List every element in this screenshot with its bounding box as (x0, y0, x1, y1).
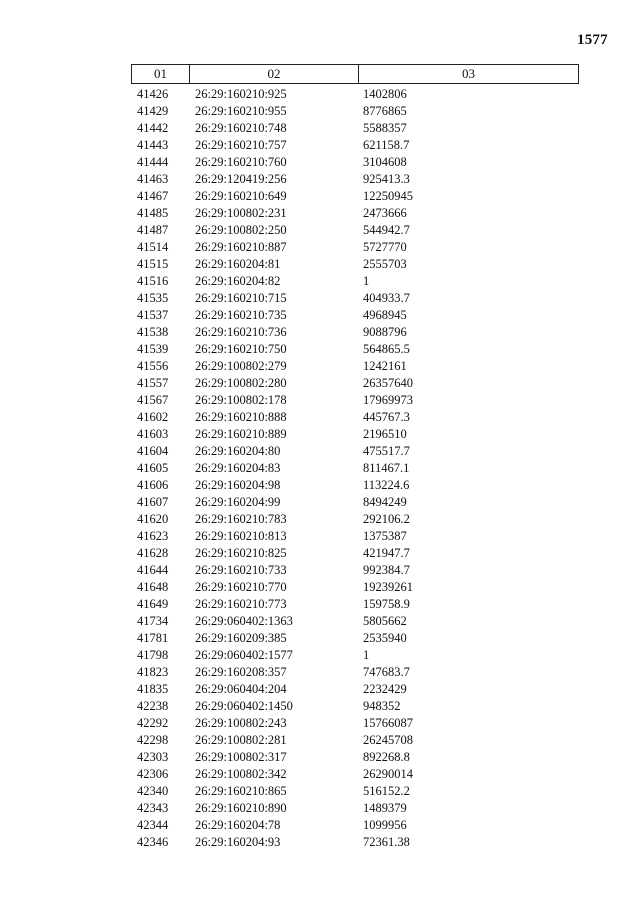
table-row (0, 171, 640, 188)
table-cell-col-01: 41514 (137, 240, 169, 254)
header-col-01: 01 (132, 65, 190, 83)
table-cell-col-03: 1 (363, 648, 370, 662)
table-cell-col-02: 26:29:160210:770 (195, 580, 287, 594)
table-cell-col-02: 26:29:060402:1577 (195, 648, 293, 662)
table-cell-col-03: 159758.9 (363, 597, 410, 611)
table-row (0, 715, 640, 732)
table-cell-col-03: 1489379 (363, 801, 407, 815)
table-cell-col-03: 2196510 (363, 427, 407, 441)
table-cell-col-01: 42298 (137, 733, 169, 747)
table-cell-col-01: 41644 (137, 563, 169, 577)
table-cell-col-02: 26:29:160210:773 (195, 597, 287, 611)
table-cell-col-02: 26:29:120419:256 (195, 172, 287, 186)
table-cell-col-01: 42303 (137, 750, 169, 764)
table-row (0, 613, 640, 630)
table-cell-col-01: 41557 (137, 376, 169, 390)
table-cell-col-01: 41535 (137, 291, 169, 305)
table-cell-col-03: 992384.7 (363, 563, 410, 577)
table-cell-col-02: 26:29:100802:178 (195, 393, 287, 407)
table-cell-col-03: 811467.1 (363, 461, 410, 475)
table-cell-col-01: 42344 (137, 818, 169, 832)
table-cell-col-03: 72361.38 (363, 835, 410, 849)
table-header (131, 64, 579, 84)
table-cell-col-03: 892268.8 (363, 750, 410, 764)
table-cell-col-01: 42292 (137, 716, 169, 730)
table-cell-col-01: 41485 (137, 206, 169, 220)
table-row (0, 630, 640, 647)
table-cell-col-03: 26290014 (363, 767, 413, 781)
table-cell-col-01: 41606 (137, 478, 169, 492)
table-row (0, 205, 640, 222)
table-cell-col-01: 42238 (137, 699, 169, 713)
table-cell-col-02: 26:29:100802:317 (195, 750, 287, 764)
table-cell-col-02: 26:29:160210:890 (195, 801, 287, 815)
table-row (0, 426, 640, 443)
table-cell-col-02: 26:29:160204:98 (195, 478, 281, 492)
table-cell-col-02: 26:29:160210:649 (195, 189, 287, 203)
table-row (0, 596, 640, 613)
table-row (0, 222, 640, 239)
table-row (0, 817, 640, 834)
table-cell-col-03: 1 (363, 274, 370, 288)
table-row (0, 358, 640, 375)
table-cell-col-03: 421947.7 (363, 546, 410, 560)
table-row (0, 545, 640, 562)
table-row (0, 273, 640, 290)
table-cell-col-01: 41429 (137, 104, 169, 118)
table-cell-col-03: 113224.6 (363, 478, 410, 492)
table-cell-col-02: 26:29:100802:342 (195, 767, 287, 781)
table-cell-col-02: 26:29:160204:83 (195, 461, 281, 475)
table-cell-col-01: 41539 (137, 342, 169, 356)
table-row (0, 239, 640, 256)
table-cell-col-02: 26:29:160210:783 (195, 512, 287, 526)
table-row (0, 120, 640, 137)
table-cell-col-03: 1375387 (363, 529, 407, 543)
table-cell-col-03: 544942.7 (363, 223, 410, 237)
table-row (0, 188, 640, 205)
table-cell-col-02: 26:29:160210:757 (195, 138, 287, 152)
table-cell-col-03: 4968945 (363, 308, 407, 322)
table-cell-col-03: 12250945 (363, 189, 413, 203)
table-cell-col-02: 26:29:160204:80 (195, 444, 281, 458)
table-cell-col-03: 5727770 (363, 240, 407, 254)
table-cell-col-01: 41835 (137, 682, 169, 696)
table-cell-col-02: 26:29:060404:204 (195, 682, 287, 696)
table-cell-col-01: 41442 (137, 121, 169, 135)
table-cell-col-03: 8776865 (363, 104, 407, 118)
table-cell-col-01: 41467 (137, 189, 169, 203)
table-cell-col-02: 26:29:160204:82 (195, 274, 281, 288)
table-cell-col-03: 5588357 (363, 121, 407, 135)
table-row (0, 409, 640, 426)
table-cell-col-03: 5805662 (363, 614, 407, 628)
table-row (0, 562, 640, 579)
table-cell-col-02: 26:29:160210:736 (195, 325, 287, 339)
table-cell-col-02: 26:29:160204:99 (195, 495, 281, 509)
table-cell-col-03: 19239261 (363, 580, 413, 594)
table-row (0, 494, 640, 511)
table-body (0, 86, 640, 851)
table-row (0, 749, 640, 766)
table-cell-col-03: 17969973 (363, 393, 413, 407)
table-cell-col-02: 26:29:100802:279 (195, 359, 287, 373)
table-cell-col-03: 1242161 (363, 359, 407, 373)
table-cell-col-01: 41605 (137, 461, 169, 475)
table-cell-col-02: 26:29:160209:385 (195, 631, 287, 645)
table-row (0, 681, 640, 698)
table-cell-col-03: 2232429 (363, 682, 407, 696)
table-row (0, 698, 640, 715)
table-cell-col-02: 26:29:160210:865 (195, 784, 287, 798)
table-cell-col-01: 41620 (137, 512, 169, 526)
table-cell-col-02: 26:29:160204:93 (195, 835, 281, 849)
table-cell-col-03: 564865.5 (363, 342, 410, 356)
table-cell-col-01: 41623 (137, 529, 169, 543)
header-col-03: 03 (462, 66, 475, 81)
table-cell-col-03: 445767.3 (363, 410, 410, 424)
table-cell-col-01: 41463 (137, 172, 169, 186)
table-cell-col-01: 41516 (137, 274, 169, 288)
table-cell-col-03: 9088796 (363, 325, 407, 339)
table-cell-col-03: 2535940 (363, 631, 407, 645)
table-cell-col-01: 41538 (137, 325, 169, 339)
table-row (0, 477, 640, 494)
table-cell-col-01: 41649 (137, 597, 169, 611)
table-cell-col-01: 42306 (137, 767, 169, 781)
table-cell-col-03: 747683.7 (363, 665, 410, 679)
table-row (0, 511, 640, 528)
table-row (0, 154, 640, 171)
table-row (0, 341, 640, 358)
table-cell-col-01: 41798 (137, 648, 169, 662)
table-cell-col-02: 26:29:160204:78 (195, 818, 281, 832)
table-cell-col-02: 26:29:100802:250 (195, 223, 287, 237)
table-cell-col-02: 26:29:160210:888 (195, 410, 287, 424)
table-cell-col-01: 41444 (137, 155, 169, 169)
table-cell-col-02: 26:29:160210:735 (195, 308, 287, 322)
table-row (0, 256, 640, 273)
table-row (0, 766, 640, 783)
table-cell-col-01: 41443 (137, 138, 169, 152)
table-cell-col-01: 41487 (137, 223, 169, 237)
table-row (0, 647, 640, 664)
table-cell-col-03: 475517.7 (363, 444, 410, 458)
table-cell-col-02: 26:29:160210:813 (195, 529, 287, 543)
table-cell-col-01: 41602 (137, 410, 169, 424)
table-cell-col-03: 26245708 (363, 733, 413, 747)
table-cell-col-03: 621158.7 (363, 138, 410, 152)
table-cell-col-03: 3104608 (363, 155, 407, 169)
table-cell-col-01: 41823 (137, 665, 169, 679)
table-cell-col-01: 41628 (137, 546, 169, 560)
table-cell-col-03: 1099956 (363, 818, 407, 832)
table-cell-col-01: 41556 (137, 359, 169, 373)
table-cell-col-02: 26:29:160210:750 (195, 342, 287, 356)
table-cell-col-02: 26:29:100802:243 (195, 716, 287, 730)
table-cell-col-03: 1402806 (363, 87, 407, 101)
table-row (0, 800, 640, 817)
table-row (0, 307, 640, 324)
table-cell-col-01: 41734 (137, 614, 169, 628)
table-cell-col-01: 41781 (137, 631, 169, 645)
table-row (0, 137, 640, 154)
table-row (0, 392, 640, 409)
table-cell-col-01: 41648 (137, 580, 169, 594)
table-row (0, 443, 640, 460)
table-cell-col-03: 26357640 (363, 376, 413, 390)
table-cell-col-03: 8494249 (363, 495, 407, 509)
table-cell-col-02: 26:29:100802:231 (195, 206, 287, 220)
table-cell-col-01: 42343 (137, 801, 169, 815)
table-cell-col-02: 26:29:160204:81 (195, 257, 281, 271)
table-cell-col-01: 41537 (137, 308, 169, 322)
table-cell-col-03: 2473666 (363, 206, 407, 220)
table-row (0, 460, 640, 477)
table-cell-col-02: 26:29:160210:925 (195, 87, 287, 101)
page-number: 1577 (577, 32, 608, 48)
table-cell-col-01: 42340 (137, 784, 169, 798)
table-cell-col-01: 42346 (137, 835, 169, 849)
table-cell-col-03: 404933.7 (363, 291, 410, 305)
table-cell-col-03: 2555703 (363, 257, 407, 271)
table-cell-col-03: 15766087 (363, 716, 413, 730)
table-cell-col-01: 41567 (137, 393, 169, 407)
table-row (0, 290, 640, 307)
table-cell-col-01: 41607 (137, 495, 169, 509)
table-cell-col-03: 925413.3 (363, 172, 410, 186)
table-row (0, 834, 640, 851)
table-cell-col-03: 292106.2 (363, 512, 410, 526)
table-cell-col-01: 41515 (137, 257, 169, 271)
table-cell-col-02: 26:29:100802:280 (195, 376, 287, 390)
table-row (0, 324, 640, 341)
table-cell-col-02: 26:29:160210:748 (195, 121, 287, 135)
table-cell-col-02: 26:29:160210:760 (195, 155, 287, 169)
table-cell-col-03: 516152.2 (363, 784, 410, 798)
table-row (0, 664, 640, 681)
table-cell-col-02: 26:29:160210:733 (195, 563, 287, 577)
table-cell-col-01: 41604 (137, 444, 169, 458)
table-cell-col-02: 26:29:160210:889 (195, 427, 287, 441)
table-row (0, 783, 640, 800)
table-row (0, 579, 640, 596)
table-cell-col-02: 26:29:060402:1363 (195, 614, 293, 628)
table-row (0, 103, 640, 120)
table-cell-col-02: 26:29:160210:887 (195, 240, 287, 254)
table-cell-col-02: 26:29:100802:281 (195, 733, 287, 747)
table-cell-col-02: 26:29:160210:715 (195, 291, 287, 305)
table-cell-col-02: 26:29:160210:955 (195, 104, 287, 118)
table-row (0, 528, 640, 545)
table-row (0, 732, 640, 749)
header-col-02: 02 (190, 65, 359, 83)
table-cell-col-02: 26:29:160210:825 (195, 546, 287, 560)
table-cell-col-02: 26:29:160208:357 (195, 665, 287, 679)
table-cell-col-01: 41426 (137, 87, 169, 101)
table-cell-col-01: 41603 (137, 427, 169, 441)
table-row (0, 375, 640, 392)
table-row (0, 86, 640, 103)
table-cell-col-02: 26:29:060402:1450 (195, 699, 293, 713)
table-cell-col-03: 948352 (363, 699, 401, 713)
